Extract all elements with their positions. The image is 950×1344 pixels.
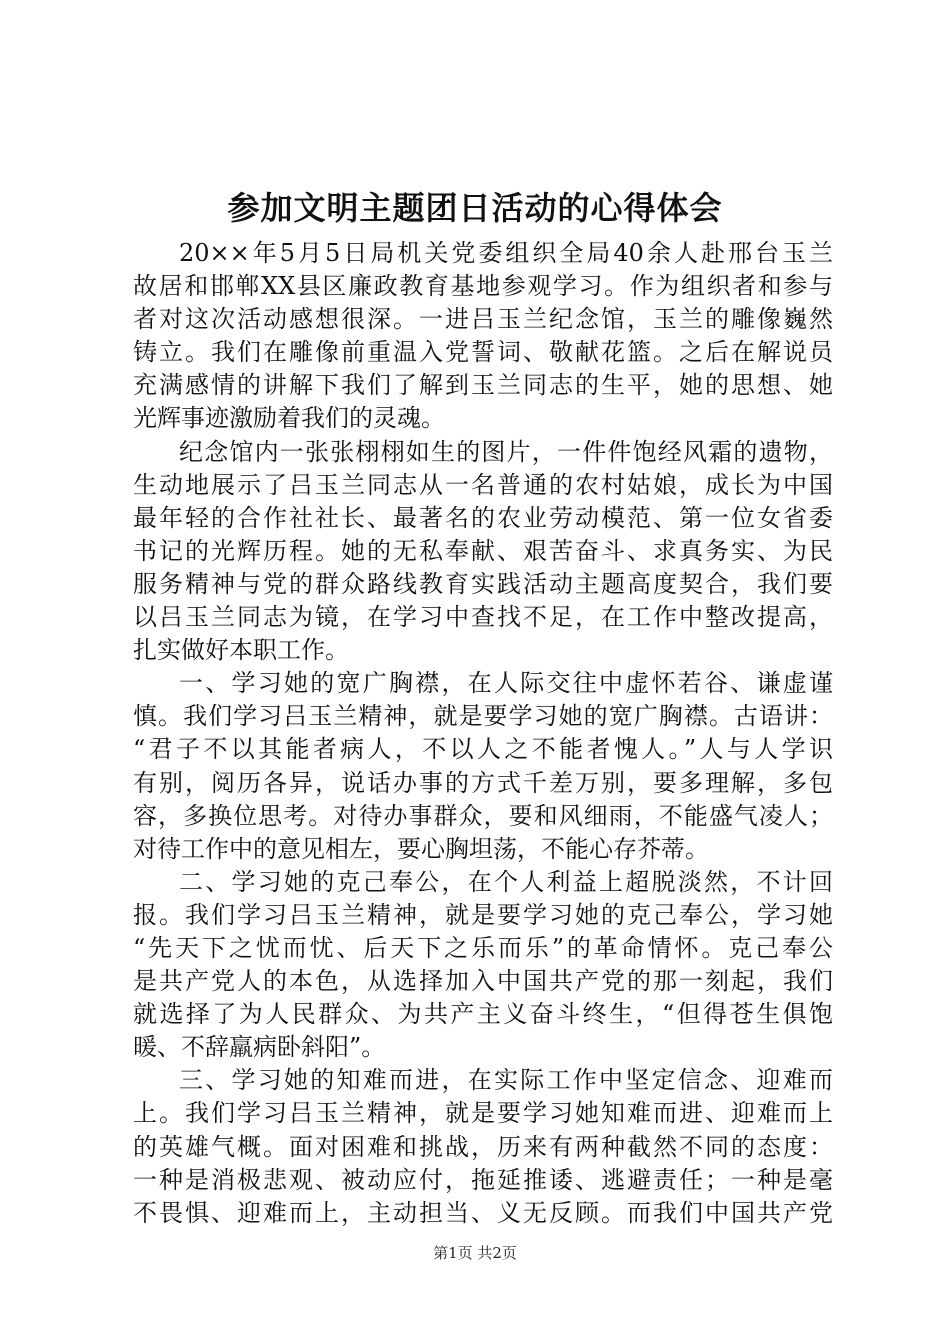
text-line: 暖、不辞羸病卧斜阳”。 <box>133 1033 386 1062</box>
text-line: 生动地展示了吕玉兰同志从一名普通的农村姑娘，成长为中国 <box>133 470 833 499</box>
text-line: 一种是消极悲观、被动应付，拖延推诿、逃避责任；一种是毫 <box>133 1165 833 1194</box>
paragraph <box>133 667 833 866</box>
text-line: 书记的光辉历程。她的无私奉献、艰苦奋斗、求真务实、为民 <box>133 536 833 565</box>
text-line: 纪念馆内一张张栩栩如生的图片，一件件饱经风霜的遗物， <box>179 437 833 466</box>
text-line: 不畏惧、迎难而上，主动担当、义无反顾。而我们中国共产党 <box>133 1198 833 1227</box>
text-line: 扎实做好本职工作。 <box>133 636 349 665</box>
text-line: 光辉事迹激励着我们的灵魂。 <box>133 404 445 433</box>
paragraph <box>133 436 833 668</box>
text-line: 容，多换位思考。对待办事群众，要和风细雨，不能盛气凌人； <box>133 801 833 830</box>
text-line: “君子不以其能者病人，不以人之不能者愧人。”人与人学识 <box>133 735 833 764</box>
paragraph <box>133 1064 833 1229</box>
text-line: 故居和邯郸XX县区廉政教育基地参观学习。作为组织者和参与 <box>133 272 833 301</box>
text-line: 最年轻的合作社社长、最著名的农业劳动模范、第一位女省委 <box>133 503 833 532</box>
text-line: 以吕玉兰同志为镜，在学习中查找不足，在工作中整改提高， <box>133 603 833 632</box>
text-line: 有别，阅历各异，说话办事的方式千差万别，要多理解，多包 <box>133 768 833 797</box>
text-line: 对待工作中的意见相左，要心胸坦荡，不能心存芥蒂。 <box>133 834 709 863</box>
page-footer: 第1页 共2页 <box>433 1244 517 1262</box>
document-body <box>133 237 833 1230</box>
text-line: 铸立。我们在雕像前重温入党誓词、敬献花篮。之后在解说员 <box>133 338 833 367</box>
text-line: 一、学习她的宽广胸襟，在人际交往中虚怀若谷、谦虚谨 <box>179 669 833 698</box>
text-line: 报。我们学习吕玉兰精神，就是要学习她的克己奉公，学习她 <box>133 900 833 929</box>
text-line: 二、学习她的克己奉公，在个人利益上超脱淡然，不计回 <box>179 867 833 896</box>
text-line: 慎。我们学习吕玉兰精神，就是要学习她的宽广胸襟。古语讲： <box>133 702 833 731</box>
text-line: 20××年5月5日局机关党委组织全局40余人赴邢台玉兰 <box>179 239 833 267</box>
text-line: 三、学习她的知难而进，在实际工作中坚定信念、迎难而 <box>179 1066 833 1095</box>
text-line: 服务精神与党的群众路线教育实践活动主题高度契合，我们要 <box>133 569 833 598</box>
paragraph <box>133 237 833 436</box>
text-line: 就选择了为人民群众、为共产主义奋斗终生，“但得苍生俱饱 <box>133 1000 833 1029</box>
paragraph <box>133 866 833 1065</box>
text-line: 上。我们学习吕玉兰精神，就是要学习她知难而进、迎难而上 <box>133 1099 833 1128</box>
text-line: 者对这次活动感想很深。一进吕玉兰纪念馆，玉兰的雕像巍然 <box>133 305 833 334</box>
text-line: 的英雄气概。面对困难和挑战，历来有两种截然不同的态度： <box>133 1132 833 1161</box>
text-line: “先天下之忧而忧、后天下之乐而乐”的革命情怀。克己奉公 <box>133 933 833 962</box>
text-line: 是共产党人的本色，从选择加入中国共产党的那一刻起，我们 <box>133 967 833 996</box>
document-title: 参加文明主题团日活动的心得体会 <box>227 189 723 227</box>
text-line: 充满感情的讲解下我们了解到玉兰同志的生平，她的思想、她 <box>133 371 833 400</box>
